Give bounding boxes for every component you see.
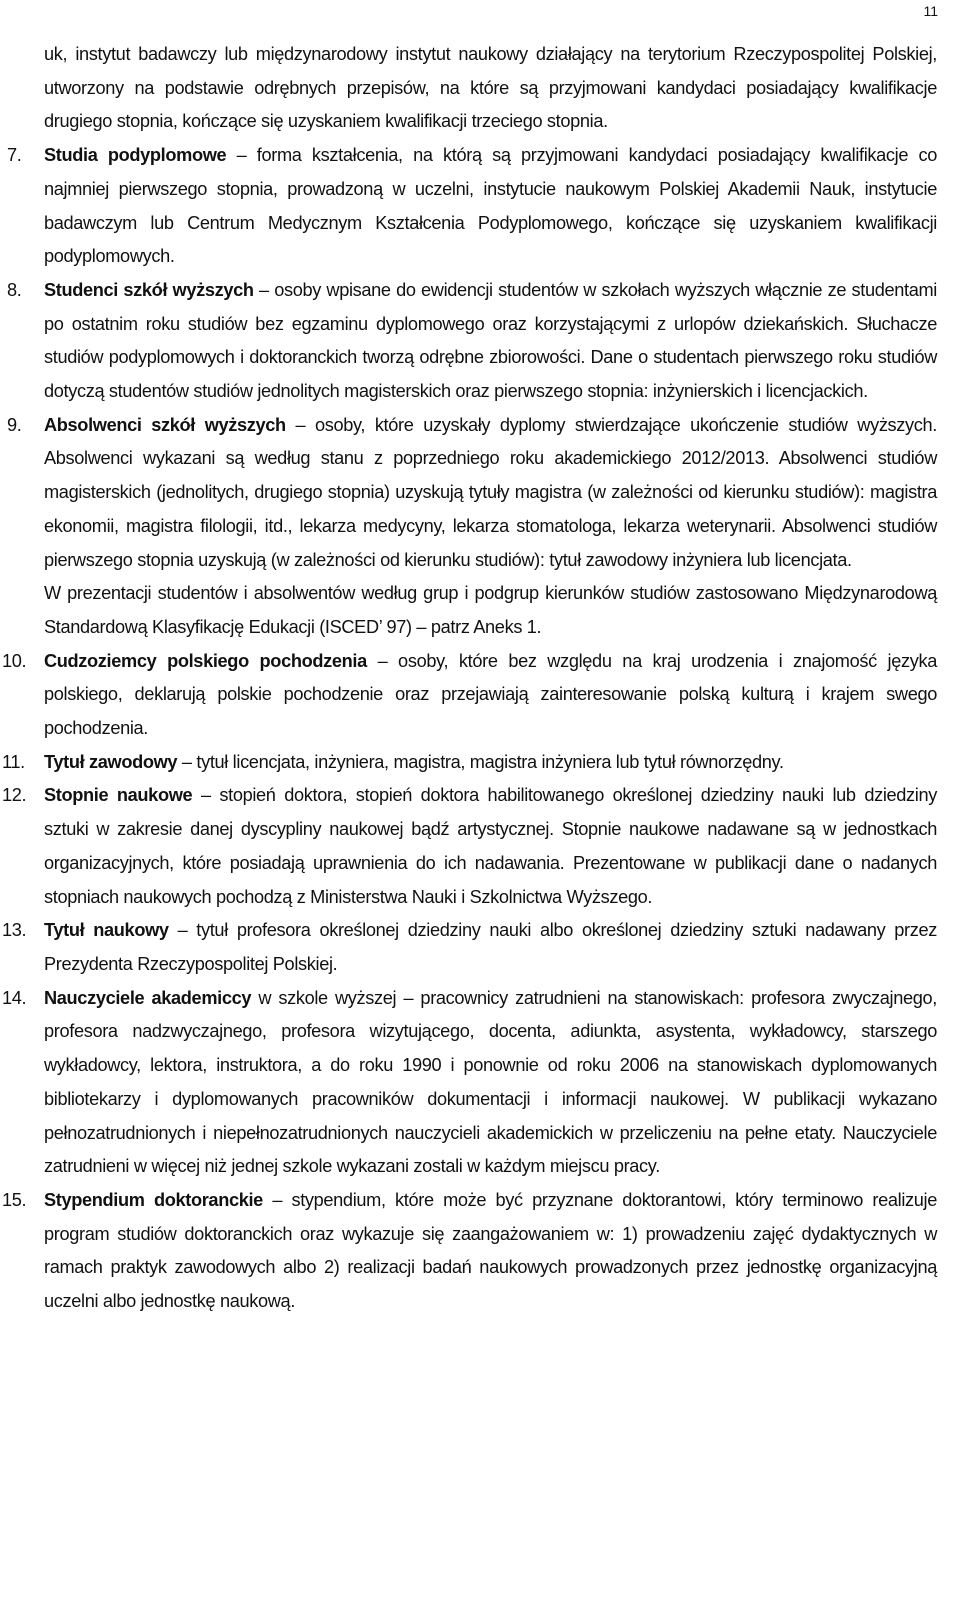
definition-item-14 — [2, 982, 937, 1184]
item-number: 10. — [2, 650, 27, 671]
definition-item-9 — [7, 409, 938, 645]
intro-paragraph: uk, instytut badawczy lub międzynarodowy instytut naukowy działający na terytorium Rzeczypospolitej Polskiej, utworzony na podstawie odrębnych przepisów, na które są przyjmowani kandydaci posiadający kwalifikacje drugiego stopnia, kończące się uzyskaniem kwalifikacji trzeciego stopnia. — [44, 44, 937, 132]
definition-term: Nauczyciele akademiccy — [44, 987, 252, 1008]
definition-term: Tytuł zawodowy — [44, 751, 178, 772]
definition-text: – tytuł licencjata, inżyniera, magistra, magistra inżyniera lub tytuł równorzędny. — [177, 751, 784, 772]
definition-term: Cudzoziemcy polskiego pochodzenia — [44, 650, 367, 671]
definition-term: Studia podyplomowe — [44, 145, 227, 166]
definition-text: – stopień doktora, stopień doktora habilitowanego określonej dziedziny nauki lub dziedziny sztuki w zakresie danej dyscypliny naukowej bądź artystycznej. Stopnie naukowe nadawane są w jednostkach organizacyjnych, które posiadają uprawnienia do ich nadawania. Prezentowane w publikacji dane o nadanych stopniach naukowych pochodzą z Ministerstwa Nauki i Szkolnictwa Wyższego. — [44, 785, 938, 907]
definition-text: – osoby wpisane do ewidencji studentów w szkołach wyższych włącznie ze studentami po ostatnim roku studiów bez egzaminu dyplomowego oraz korzystającymi z urlopów dziekańskich. Słuchacze studiów podyplomowych i doktoranckich tworzą odrębne zbiorowości. Dane o studentach pierwszego roku studiów dotyczą studentów studiów jednolitych magisterskich oraz pierwszego stopnia: inżynierskich i licencjackich. — [44, 279, 937, 402]
definition-text: – osoby, które bez względu na kraj urodzenia i znajomość języka polskiego, deklarują polskie pochodzenie oraz przejawiają zainteresowanie polską kulturą i krajem swego pochodzenia. — [44, 650, 937, 739]
item-number: 12. — [2, 785, 27, 806]
definition-item-12 — [2, 779, 938, 914]
definition-item-8 — [7, 274, 937, 409]
definition-item-13 — [2, 914, 937, 981]
definition-item-7 — [7, 139, 937, 274]
definition-item-15 — [2, 1184, 937, 1319]
definition-item-10 — [2, 645, 937, 746]
definition-term: Absolwenci szkół wyższych — [44, 414, 286, 435]
item-number: 9. — [7, 414, 22, 435]
definition-text: – stypendium, które może być przyznane doktorantowi, który terminowo realizuje program studiów doktoranckich oraz wykazuje się zaangażowaniem w: 1) prowadzeniu zajęć dydaktycznych w ramach praktyk zawodowych albo 2) realizacji badań naukowych prowadzonych przez jednostkę organizacyjną uczelni albo jednostkę naukową. — [44, 1189, 937, 1312]
definition-text: – forma kształcenia, na którą są przyjmowani kandydaci posiadający kwalifikacje co najmniej pierwszego stopnia, prowadzoną w uczelni, instytucie naukowym Polskiej Akademii Nauk, instytucie badawczym lub Centrum Medycznym Kształcenia Podyplomowego, kończące się uzyskaniem kwalifikacji podyplomowych. — [44, 145, 937, 267]
definition-text: – tytuł profesora określonej dziedziny nauki albo określonej dziedziny sztuki nadawany przez Prezydenta Rzeczypospolitej Polskiej. — [44, 920, 937, 974]
document-body — [2, 38, 938, 1319]
item-number: 14. — [2, 987, 27, 1008]
item-number: 7. — [7, 145, 22, 166]
definition-text: – osoby, które uzyskały dyplomy stwierdzające ukończenie studiów wyższych. Absolwenci wykazani są według stanu z poprzedniego roku akademickiego 2012/2013. Absolwenci studiów magisterskich (jednolitych, drugiego stopnia) uzyskują tytuły magistra (w zależności od kierunku studiów): magistra ekonomii, magistra filologii, itd., lekarza medycyny, lekarza stomatologa, lekarza weterynarii. Absolwenci studiów pierwszego stopnia uzyskują (w zależności od kierunku studiów): tytuł zawodowy inżyniera lub licencjata. — [44, 414, 938, 570]
definition-term: Stypendium doktoranckie — [44, 1189, 263, 1210]
definition-term: Studenci szkół wyższych — [44, 279, 254, 300]
definition-term: Stopnie naukowe — [44, 785, 193, 806]
definition-text: w szkole wyższej – pracownicy zatrudnieni na stanowiskach: profesora zwyczajnego, profesora nadzwyczajnego, profesora wizytującego, docenta, adiunkta, asystenta, wykładowcy, starszego wykładowcy, lektora, instruktora, a do roku 1990 i ponownie od roku 2006 na stanowiskach dyplomowanych bibliotekarzy i dyplomowanych pracowników dokumentacji i informacji naukowej. W publikacji wykazano pełnozatrudnionych i niepełnozatrudnionych nauczycieli akademickich w przeliczeniu na pełne etaty. Nauczyciele zatrudnieni w więcej niż jednej szkole wykazani zostali w każdym miejscu pracy. — [44, 987, 937, 1177]
isced-note: W prezentacji studentów i absolwentów według grup i podgrup kierunków studiów zastosowano Międzynarodową Standardową Klasyfikację Edukacji (ISCED’ 97) – patrz Aneks 1. — [44, 583, 937, 637]
definition-term: Tytuł naukowy — [44, 920, 169, 941]
item-number: 8. — [7, 279, 22, 300]
page-number: 11 — [923, 3, 938, 19]
item-number: 15. — [2, 1189, 27, 1210]
item-number: 11. — [2, 751, 25, 772]
definition-item-11 — [2, 746, 937, 780]
item-number: 13. — [2, 920, 27, 941]
